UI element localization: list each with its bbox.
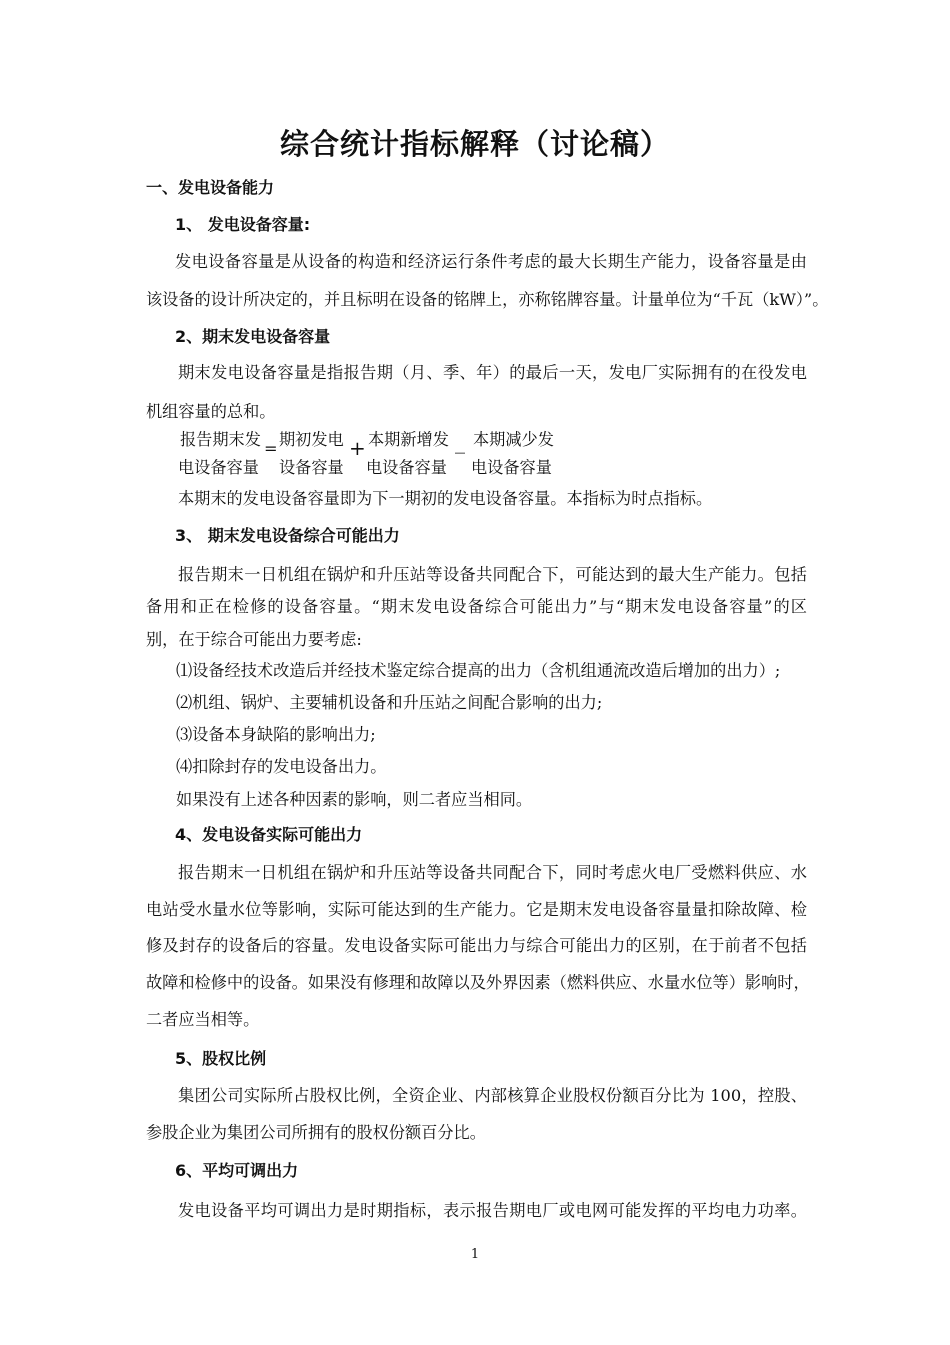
- formula-equals-sign: =: [264, 439, 278, 458]
- item-heading-1: 1、 发电设备容量:: [175, 215, 311, 234]
- formula-plus-sign: +: [349, 436, 366, 460]
- formula-term-end-capacity-line2: 电设备容量: [178, 458, 259, 477]
- paragraph-note: 如果没有上述各种因素的影响，则二者应当相同。: [176, 790, 533, 809]
- item-heading-3: 3、 期末发电设备综合可能出力: [175, 526, 400, 545]
- paragraph-line: 修及封存的设备后的容量。发电设备实际可能出力与综合可能出力的区别，在于前者不包括: [146, 936, 807, 955]
- list-item: ⑴设备经技术改造后并经技术鉴定综合提高的出力（含机组通流改造后增加的出力）;: [176, 661, 781, 680]
- paragraph-line: 该设备的设计所决定的，并且标明在设备的铭牌上，亦称铭牌容量。计量单位为“千瓦（kW）”。: [146, 290, 829, 309]
- formula-term-begin-capacity-line1: 期初发电: [279, 430, 344, 449]
- formula-term-added-capacity-line1: 本期新增发: [368, 430, 449, 449]
- item-heading-6: 6、平均可调出力: [175, 1161, 299, 1180]
- page-number: 1: [470, 1247, 480, 1262]
- paragraph-line: 发电设备容量是从设备的构造和经济运行条件考虑的最大长期生产能力，设备容量是由: [175, 252, 807, 271]
- formula-term-end-capacity-line1: 报告期末发: [180, 430, 261, 449]
- paragraph-note: 本期末的发电设备容量即为下一期初的发电设备容量。本指标为时点指标。: [178, 489, 713, 508]
- paragraph-line: 报告期末一日机组在锅炉和升压站等设备共同配合下，可能达到的最大生产能力。包括: [178, 565, 807, 584]
- section-heading: 一、发电设备能力: [146, 178, 275, 197]
- paragraph-line: 备用和正在检修的设备容量。“期末发电设备综合可能出力”与“期末发电设备容量”的区: [146, 597, 807, 616]
- paragraph-line: 别，在于综合可能出力要考虑:: [146, 630, 362, 649]
- paragraph-line: 期末发电设备容量是指报告期（月、季、年）的最后一天，发电厂实际拥有的在役发电: [178, 363, 807, 382]
- paragraph-line: 报告期末一日机组在锅炉和升压站等设备共同配合下，同时考虑火电厂受燃料供应、水: [178, 863, 807, 882]
- formula-minus-sign: _: [455, 430, 465, 454]
- paragraph-line: 集团公司实际所占股权比例，全资企业、内部核算企业股权份额百分比为 100，控股、: [178, 1086, 807, 1105]
- document-title: 综合统计指标解释（讨论稿）: [279, 127, 670, 161]
- paragraph-line: 发电设备平均可调出力是时期指标，表示报告期电厂或电网可能发挥的平均电力功率。: [178, 1201, 807, 1220]
- formula-term-reduced-capacity-line2: 电设备容量: [471, 458, 552, 477]
- list-item: ⑵机组、锅炉、主要辅机设备和升压站之间配合影响的出力;: [176, 693, 603, 712]
- paragraph-line: 参股企业为集团公司所拥有的股权份额百分比。: [146, 1123, 486, 1142]
- paragraph-line: 电站受水量水位等影响，实际可能达到的生产能力。它是期末发电设备容量量扣除故障、检: [146, 900, 807, 919]
- list-item: ⑷扣除封存的发电设备出力。: [176, 757, 387, 776]
- paragraph-line: 二者应当相等。: [146, 1010, 260, 1029]
- formula-term-reduced-capacity-line1: 本期减少发: [473, 430, 554, 449]
- item-heading-4: 4、发电设备实际可能出力: [175, 825, 363, 844]
- list-item: ⑶设备本身缺陷的影响出力;: [176, 725, 376, 744]
- item-heading-5: 5、股权比例: [175, 1049, 267, 1068]
- paragraph-line: 机组容量的总和。: [146, 402, 276, 421]
- formula-term-begin-capacity-line2: 设备容量: [279, 458, 344, 477]
- paragraph-line: 故障和检修中的设备。如果没有修理和故障以及外界因素（燃料供应、水量水位等）影响时，: [146, 973, 810, 992]
- item-heading-2: 2、期末发电设备容量: [175, 327, 331, 346]
- formula-term-added-capacity-line2: 电设备容量: [366, 458, 447, 477]
